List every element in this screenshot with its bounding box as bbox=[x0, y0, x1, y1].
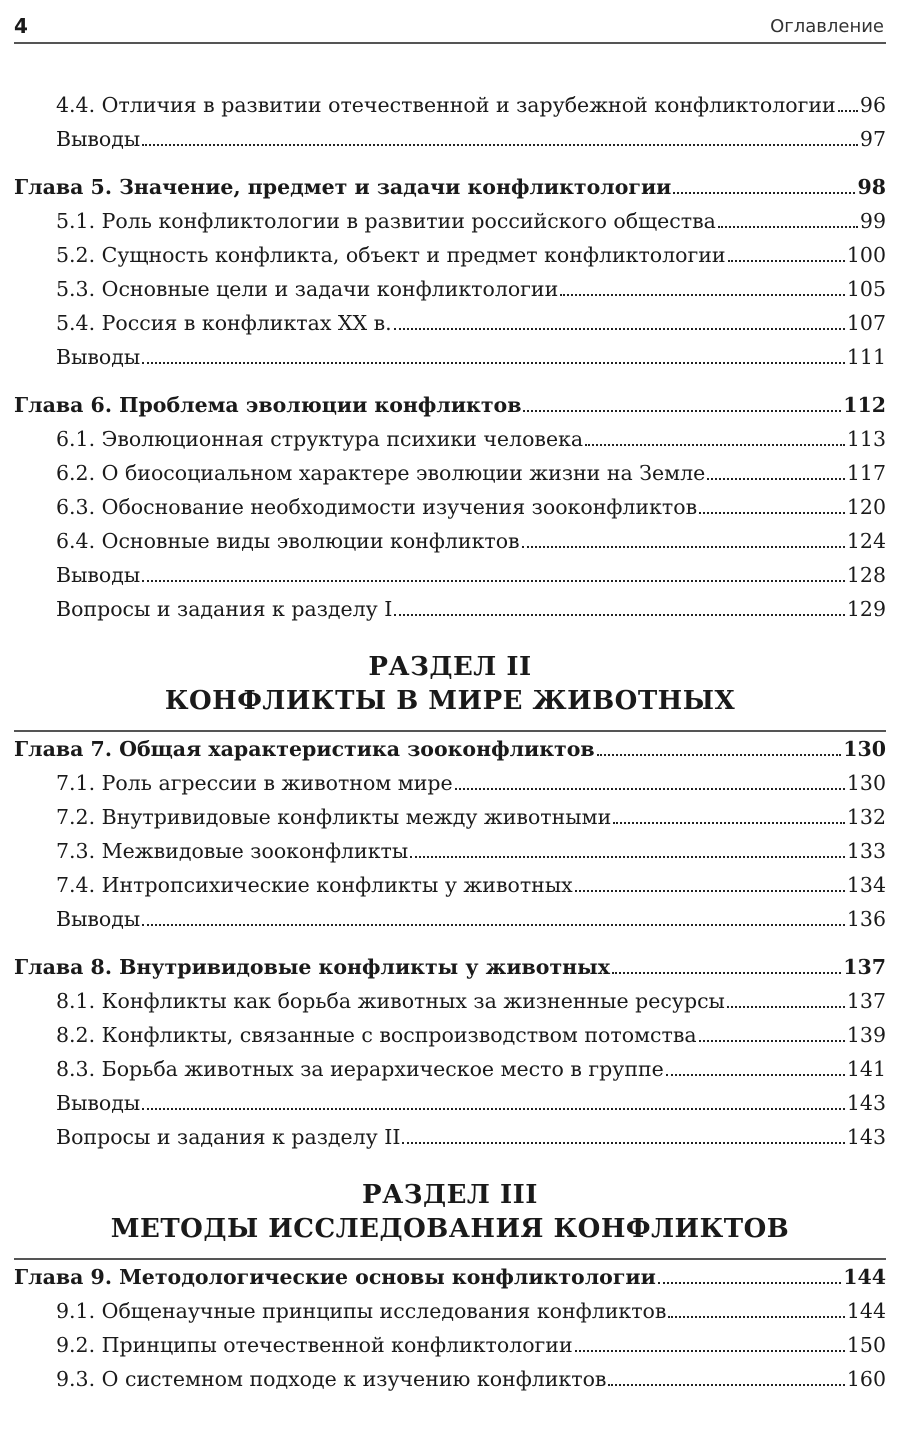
toc-entry-page: 160 bbox=[846, 1367, 886, 1391]
toc-entry[interactable] bbox=[14, 490, 886, 524]
toc-entry-title: Глава 8. Внутривидовые конфликты у животных bbox=[14, 955, 610, 979]
toc-entry[interactable] bbox=[14, 306, 886, 340]
running-title: Оглавление bbox=[770, 16, 884, 37]
toc-entry-title: 5.3. Основные цели и задачи конфликтологии bbox=[56, 277, 559, 301]
dot-leader bbox=[394, 328, 845, 330]
dot-leader bbox=[142, 144, 858, 146]
toc-entry-title: 8.2. Конфликты, связанные с воспроизводством потомства bbox=[56, 1023, 697, 1047]
toc-entry-title: 7.1. Роль агрессии в животном мире bbox=[56, 771, 453, 795]
toc-chapter-entry[interactable] bbox=[14, 730, 886, 766]
toc-entry[interactable] bbox=[14, 340, 886, 374]
toc-entry-page: 124 bbox=[846, 529, 886, 553]
toc-entry[interactable] bbox=[14, 1018, 886, 1052]
toc-entry-page: 130 bbox=[843, 737, 886, 761]
toc-entry-title: 5.1. Роль конфликтологии в развитии российского общества bbox=[56, 209, 716, 233]
toc-entry-title: Глава 9. Методологические основы конфликтологии bbox=[14, 1265, 656, 1289]
section-heading bbox=[14, 1178, 886, 1246]
toc-entry-page: 105 bbox=[846, 277, 886, 301]
toc-entry-title: Выводы bbox=[56, 907, 141, 931]
dot-leader bbox=[575, 890, 845, 892]
dot-leader bbox=[597, 754, 842, 756]
dot-leader bbox=[410, 856, 845, 858]
toc-entry[interactable] bbox=[14, 558, 886, 592]
toc-entry-page: 133 bbox=[846, 839, 886, 863]
section-number: РАЗДЕЛ III bbox=[362, 1180, 538, 1210]
toc-entry-page: 96 bbox=[859, 93, 886, 117]
toc-entry[interactable] bbox=[14, 272, 886, 306]
toc-entry-title: 6.3. Обоснование необходимости изучения зооконфликтов bbox=[56, 495, 698, 519]
dot-leader bbox=[727, 1006, 845, 1008]
toc-entry-title: 5.2. Сущность конфликта, объект и предмет конфликтологии bbox=[56, 243, 726, 267]
dot-leader bbox=[718, 226, 858, 228]
toc-entry[interactable] bbox=[14, 834, 886, 868]
toc-entry-title: 7.2. Внутривидовые конфликты между животными bbox=[56, 805, 612, 829]
dot-leader bbox=[523, 410, 841, 412]
toc-entry-page: 98 bbox=[857, 175, 886, 199]
toc-entry[interactable] bbox=[14, 456, 886, 490]
toc-entry-title: 7.4. Интропсихические конфликты у животных bbox=[56, 873, 573, 897]
toc-entry-page: 137 bbox=[846, 989, 886, 1013]
toc-entry[interactable] bbox=[14, 204, 886, 238]
toc-entry-page: 97 bbox=[859, 127, 886, 151]
dot-leader bbox=[612, 972, 841, 974]
toc-entry-title: 9.1. Общенаучные принципы исследования конфликтов bbox=[56, 1299, 667, 1323]
toc-entry[interactable] bbox=[14, 1052, 886, 1086]
dot-leader bbox=[608, 1384, 844, 1386]
dot-leader bbox=[142, 1108, 845, 1110]
toc-entry[interactable] bbox=[14, 1294, 886, 1328]
toc-chapter-entry[interactable] bbox=[14, 1258, 886, 1294]
toc-entry-page: 107 bbox=[846, 311, 886, 335]
toc-entry-page: 150 bbox=[846, 1333, 886, 1357]
dot-leader bbox=[585, 444, 845, 446]
toc-entry-title: Вопросы и задания к разделу I bbox=[56, 597, 393, 621]
toc-chapter-entry[interactable] bbox=[14, 170, 886, 204]
toc-entry[interactable] bbox=[14, 1328, 886, 1362]
toc-entry-page: 120 bbox=[846, 495, 886, 519]
section-heading bbox=[14, 650, 886, 718]
toc-entry-page: 143 bbox=[846, 1125, 886, 1149]
dot-leader bbox=[666, 1074, 845, 1076]
toc-entry[interactable] bbox=[14, 592, 886, 626]
dot-leader bbox=[142, 362, 845, 364]
toc-entry[interactable] bbox=[14, 1086, 886, 1120]
toc-chapter-entry[interactable] bbox=[14, 950, 886, 984]
toc-entry[interactable] bbox=[14, 868, 886, 902]
toc-entry-title: 9.3. О системном подходе к изучению конфликтов bbox=[56, 1367, 607, 1391]
section-number: РАЗДЕЛ II bbox=[368, 652, 532, 682]
toc-entry[interactable] bbox=[14, 88, 886, 122]
toc-entry[interactable] bbox=[14, 984, 886, 1018]
section-title: МЕТОДЫ ИССЛЕДОВАНИЯ КОНФЛИКТОВ bbox=[110, 1214, 790, 1244]
toc-entry-page: 143 bbox=[846, 1091, 886, 1115]
dot-leader bbox=[142, 580, 845, 582]
dot-leader bbox=[699, 512, 845, 514]
dot-leader bbox=[838, 110, 858, 112]
toc-entry[interactable] bbox=[14, 800, 886, 834]
page-number: 4 bbox=[14, 14, 28, 38]
toc-entry-title: 5.4. Россия в конфликтах XX в. bbox=[56, 311, 392, 335]
toc-entry-page: 100 bbox=[846, 243, 886, 267]
dot-leader bbox=[699, 1040, 845, 1042]
toc-entry-title: 8.3. Борьба животных за иерархическое место в группе bbox=[56, 1057, 664, 1081]
dot-leader bbox=[394, 614, 845, 616]
toc-entry-title: Выводы bbox=[56, 345, 141, 369]
toc-entry-title: Выводы bbox=[56, 563, 141, 587]
toc-entry-page: 99 bbox=[859, 209, 886, 233]
toc-entry[interactable] bbox=[14, 766, 886, 800]
toc-entry-title: 6.4. Основные виды эволюции конфликтов bbox=[56, 529, 520, 553]
toc-entry-title: Выводы bbox=[56, 127, 141, 151]
toc-entry-page: 129 bbox=[846, 597, 886, 621]
section-title: КОНФЛИКТЫ В МИРЕ ЖИВОТНЫХ bbox=[164, 686, 736, 716]
toc-entry-title: 9.2. Принципы отечественной конфликтологии bbox=[56, 1333, 573, 1357]
dot-leader bbox=[455, 788, 845, 790]
toc-entry-page: 111 bbox=[846, 345, 886, 369]
dot-leader bbox=[613, 822, 845, 824]
toc-entry[interactable] bbox=[14, 122, 886, 156]
dot-leader bbox=[402, 1142, 844, 1144]
toc-entry-title: Вопросы и задания к разделу II bbox=[56, 1125, 401, 1149]
toc-entry[interactable] bbox=[14, 1362, 886, 1396]
toc-entry[interactable] bbox=[14, 1120, 886, 1154]
toc-entry-page: 141 bbox=[846, 1057, 886, 1081]
toc-entry[interactable] bbox=[14, 902, 886, 936]
dot-leader bbox=[673, 192, 855, 194]
dot-leader bbox=[707, 478, 845, 480]
dot-leader bbox=[142, 924, 845, 926]
toc-entry-page: 132 bbox=[846, 805, 886, 829]
dot-leader bbox=[728, 260, 845, 262]
dot-leader bbox=[560, 294, 845, 296]
toc-entry-page: 117 bbox=[846, 461, 886, 485]
toc-entry-page: 136 bbox=[846, 907, 886, 931]
toc-entry-title: Глава 7. Общая характеристика зооконфликтов bbox=[14, 737, 595, 761]
dot-leader bbox=[575, 1350, 845, 1352]
toc-entry-page: 134 bbox=[846, 873, 886, 897]
toc-entry-page: 128 bbox=[846, 563, 886, 587]
page-header bbox=[14, 10, 886, 44]
toc-entry-title: 6.2. О биосоциальном характере эволюции жизни на Земле bbox=[56, 461, 706, 485]
toc-entry-page: 113 bbox=[846, 427, 886, 451]
toc-entry-page: 112 bbox=[843, 393, 886, 417]
table-of-contents bbox=[14, 88, 886, 1396]
toc-chapter-entry[interactable] bbox=[14, 388, 886, 422]
toc-entry[interactable] bbox=[14, 238, 886, 272]
toc-entry-title: Глава 6. Проблема эволюции конфликтов bbox=[14, 393, 522, 417]
toc-entry-title: 7.3. Межвидовые зооконфликты bbox=[56, 839, 409, 863]
toc-entry-title: Выводы bbox=[56, 1091, 141, 1115]
toc-entry-page: 139 bbox=[846, 1023, 886, 1047]
toc-entry-page: 130 bbox=[846, 771, 886, 795]
toc-entry-title: Глава 5. Значение, предмет и задачи конфликтологии bbox=[14, 175, 672, 199]
toc-entry-title: 8.1. Конфликты как борьба животных за жизненные ресурсы bbox=[56, 989, 725, 1013]
toc-entry-page: 144 bbox=[846, 1299, 886, 1323]
toc-entry-title: 6.1. Эволюционная структура психики человека bbox=[56, 427, 584, 451]
dot-leader bbox=[668, 1316, 844, 1318]
toc-entry-page: 137 bbox=[843, 955, 886, 979]
dot-leader bbox=[522, 546, 845, 548]
toc-entry-page: 144 bbox=[843, 1265, 886, 1289]
toc-entry[interactable] bbox=[14, 524, 886, 558]
dot-leader bbox=[658, 1282, 841, 1284]
toc-entry[interactable] bbox=[14, 422, 886, 456]
toc-entry-title: 4.4. Отличия в развитии отечественной и зарубежной конфликтологии bbox=[56, 93, 836, 117]
